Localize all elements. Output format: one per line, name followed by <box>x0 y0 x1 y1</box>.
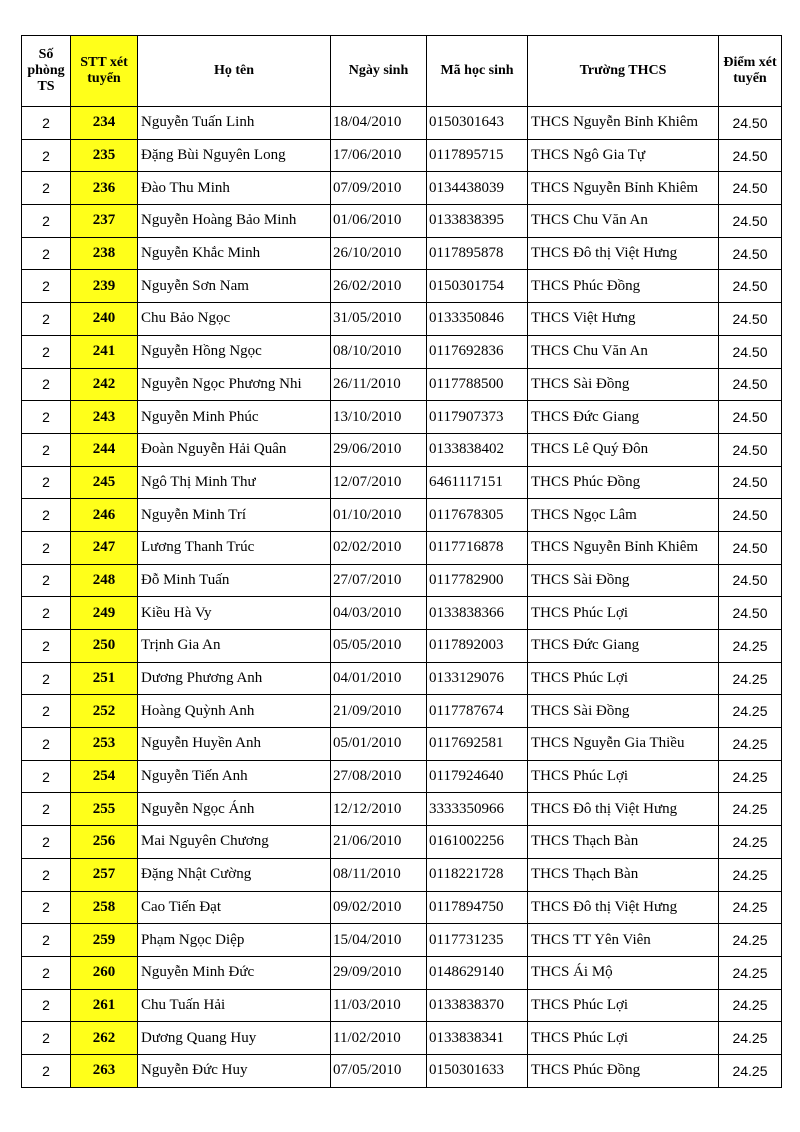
cell-ho-ten: Nguyễn Sơn Nam <box>138 270 331 303</box>
cell-ma-hoc-sinh: 0150301643 <box>427 107 528 140</box>
cell-truong: THCS Chu Văn An <box>528 335 719 368</box>
table-row <box>22 303 782 336</box>
table-row <box>22 172 782 205</box>
cell-phong: 2 <box>22 989 71 1022</box>
cell-truong: THCS Thạch Bàn <box>528 858 719 891</box>
cell-phong: 2 <box>22 924 71 957</box>
cell-ngay-sinh: 04/01/2010 <box>331 662 427 695</box>
cell-truong: THCS Đô thị Việt Hưng <box>528 793 719 826</box>
cell-phong: 2 <box>22 499 71 532</box>
cell-ma-hoc-sinh: 0133129076 <box>427 662 528 695</box>
cell-truong: THCS Sài Đồng <box>528 695 719 728</box>
cell-ma-hoc-sinh: 0117924640 <box>427 760 528 793</box>
cell-stt: 245 <box>71 466 138 499</box>
table-row <box>22 956 782 989</box>
cell-diem: 24.25 <box>719 891 782 924</box>
table-row <box>22 466 782 499</box>
cell-ho-ten: Nguyễn Minh Đức <box>138 956 331 989</box>
cell-ho-ten: Nguyễn Hồng Ngọc <box>138 335 331 368</box>
cell-truong: THCS Phúc Lợi <box>528 1022 719 1055</box>
cell-ho-ten: Hoàng Quỳnh Anh <box>138 695 331 728</box>
cell-ngay-sinh: 17/06/2010 <box>331 139 427 172</box>
table-body <box>22 107 782 1088</box>
cell-stt: 249 <box>71 597 138 630</box>
cell-truong: THCS TT Yên Viên <box>528 924 719 957</box>
cell-phong: 2 <box>22 335 71 368</box>
table-row <box>22 368 782 401</box>
cell-truong: THCS Phúc Đồng <box>528 1054 719 1087</box>
cell-diem: 24.50 <box>719 433 782 466</box>
cell-diem: 24.25 <box>719 1054 782 1087</box>
cell-ngay-sinh: 01/10/2010 <box>331 499 427 532</box>
cell-ngay-sinh: 11/02/2010 <box>331 1022 427 1055</box>
table-row <box>22 826 782 859</box>
cell-phong: 2 <box>22 172 71 205</box>
cell-ma-hoc-sinh: 0133838395 <box>427 205 528 238</box>
header-diem: Điểm xét tuyển <box>719 36 782 107</box>
cell-ma-hoc-sinh: 0133838366 <box>427 597 528 630</box>
cell-diem: 24.50 <box>719 139 782 172</box>
cell-ma-hoc-sinh: 0148629140 <box>427 956 528 989</box>
cell-phong: 2 <box>22 237 71 270</box>
cell-ngay-sinh: 07/09/2010 <box>331 172 427 205</box>
cell-ho-ten: Nguyễn Ngọc Phương Nhi <box>138 368 331 401</box>
cell-truong: THCS Chu Văn An <box>528 205 719 238</box>
cell-diem: 24.25 <box>719 858 782 891</box>
cell-phong: 2 <box>22 728 71 761</box>
cell-ngay-sinh: 21/09/2010 <box>331 695 427 728</box>
cell-ho-ten: Nguyễn Tuấn Linh <box>138 107 331 140</box>
cell-diem: 24.25 <box>719 956 782 989</box>
cell-truong: THCS Ngọc Lâm <box>528 499 719 532</box>
cell-ngay-sinh: 26/02/2010 <box>331 270 427 303</box>
cell-truong: THCS Phúc Đồng <box>528 466 719 499</box>
cell-ngay-sinh: 07/05/2010 <box>331 1054 427 1087</box>
cell-ngay-sinh: 01/06/2010 <box>331 205 427 238</box>
header-ngay-sinh: Ngày sinh <box>331 36 427 107</box>
cell-ma-hoc-sinh: 3333350966 <box>427 793 528 826</box>
cell-diem: 24.25 <box>719 924 782 957</box>
cell-diem: 24.50 <box>719 107 782 140</box>
cell-stt: 258 <box>71 891 138 924</box>
cell-ho-ten: Nguyễn Ngọc Ánh <box>138 793 331 826</box>
cell-ma-hoc-sinh: 0117895715 <box>427 139 528 172</box>
cell-ho-ten: Nguyễn Đức Huy <box>138 1054 331 1087</box>
cell-truong: THCS Đức Giang <box>528 630 719 663</box>
results-table <box>21 35 782 1088</box>
cell-ho-ten: Nguyễn Khắc Minh <box>138 237 331 270</box>
cell-stt: 263 <box>71 1054 138 1087</box>
cell-truong: THCS Nguyễn Bỉnh Khiêm <box>528 107 719 140</box>
cell-ngay-sinh: 09/02/2010 <box>331 891 427 924</box>
cell-ngay-sinh: 15/04/2010 <box>331 924 427 957</box>
cell-diem: 24.25 <box>719 760 782 793</box>
cell-ngay-sinh: 21/06/2010 <box>331 826 427 859</box>
cell-phong: 2 <box>22 891 71 924</box>
table-row <box>22 237 782 270</box>
cell-ho-ten: Cao Tiến Đạt <box>138 891 331 924</box>
table-row <box>22 433 782 466</box>
cell-stt: 247 <box>71 531 138 564</box>
cell-phong: 2 <box>22 858 71 891</box>
cell-ngay-sinh: 29/09/2010 <box>331 956 427 989</box>
table-row <box>22 597 782 630</box>
cell-ma-hoc-sinh: 0117895878 <box>427 237 528 270</box>
cell-ho-ten: Dương Phương Anh <box>138 662 331 695</box>
cell-phong: 2 <box>22 630 71 663</box>
table-row <box>22 107 782 140</box>
cell-diem: 24.50 <box>719 401 782 434</box>
cell-ho-ten: Trịnh Gia An <box>138 630 331 663</box>
cell-stt: 251 <box>71 662 138 695</box>
cell-ma-hoc-sinh: 6461117151 <box>427 466 528 499</box>
cell-truong: THCS Nguyễn Bỉnh Khiêm <box>528 531 719 564</box>
cell-stt: 250 <box>71 630 138 663</box>
cell-diem: 24.50 <box>719 335 782 368</box>
cell-diem: 24.25 <box>719 695 782 728</box>
table-row <box>22 793 782 826</box>
cell-phong: 2 <box>22 270 71 303</box>
cell-ngay-sinh: 13/10/2010 <box>331 401 427 434</box>
cell-ho-ten: Kiều Hà Vy <box>138 597 331 630</box>
cell-ho-ten: Mai Nguyên Chương <box>138 826 331 859</box>
cell-stt: 261 <box>71 989 138 1022</box>
cell-ngay-sinh: 08/11/2010 <box>331 858 427 891</box>
cell-ma-hoc-sinh: 0117787674 <box>427 695 528 728</box>
table-row <box>22 989 782 1022</box>
cell-ma-hoc-sinh: 0133838341 <box>427 1022 528 1055</box>
cell-ngay-sinh: 18/04/2010 <box>331 107 427 140</box>
cell-diem: 24.50 <box>719 564 782 597</box>
cell-phong: 2 <box>22 303 71 336</box>
cell-truong: THCS Lê Quý Đôn <box>528 433 719 466</box>
cell-phong: 2 <box>22 662 71 695</box>
cell-ho-ten: Nguyễn Hoàng Bảo Minh <box>138 205 331 238</box>
cell-truong: THCS Ngô Gia Tự <box>528 139 719 172</box>
cell-ho-ten: Ngô Thị Minh Thư <box>138 466 331 499</box>
cell-ngay-sinh: 02/02/2010 <box>331 531 427 564</box>
table-row <box>22 531 782 564</box>
cell-diem: 24.25 <box>719 1022 782 1055</box>
cell-stt: 254 <box>71 760 138 793</box>
cell-stt: 259 <box>71 924 138 957</box>
table-row <box>22 662 782 695</box>
table-row <box>22 728 782 761</box>
header-row <box>22 36 782 107</box>
document-page <box>21 35 782 1088</box>
cell-ma-hoc-sinh: 0117782900 <box>427 564 528 597</box>
cell-ma-hoc-sinh: 0150301754 <box>427 270 528 303</box>
cell-phong: 2 <box>22 466 71 499</box>
cell-ma-hoc-sinh: 0161002256 <box>427 826 528 859</box>
table-row <box>22 891 782 924</box>
cell-ma-hoc-sinh: 0118221728 <box>427 858 528 891</box>
cell-ma-hoc-sinh: 0150301633 <box>427 1054 528 1087</box>
cell-phong: 2 <box>22 956 71 989</box>
cell-ngay-sinh: 05/05/2010 <box>331 630 427 663</box>
cell-ma-hoc-sinh: 0117692581 <box>427 728 528 761</box>
cell-diem: 24.50 <box>719 368 782 401</box>
cell-diem: 24.25 <box>719 630 782 663</box>
cell-truong: THCS Đức Giang <box>528 401 719 434</box>
cell-diem: 24.25 <box>719 662 782 695</box>
cell-truong: THCS Phúc Đồng <box>528 270 719 303</box>
cell-ngay-sinh: 31/05/2010 <box>331 303 427 336</box>
cell-ho-ten: Đào Thu Minh <box>138 172 331 205</box>
header-ho-ten: Họ tên <box>138 36 331 107</box>
table-row <box>22 564 782 597</box>
cell-phong: 2 <box>22 760 71 793</box>
cell-ho-ten: Lương Thanh Trúc <box>138 531 331 564</box>
cell-stt: 246 <box>71 499 138 532</box>
cell-truong: THCS Phúc Lợi <box>528 662 719 695</box>
cell-ngay-sinh: 11/03/2010 <box>331 989 427 1022</box>
cell-ho-ten: Đặng Bùi Nguyên Long <box>138 139 331 172</box>
cell-phong: 2 <box>22 695 71 728</box>
cell-phong: 2 <box>22 107 71 140</box>
cell-truong: THCS Đô thị Việt Hưng <box>528 237 719 270</box>
cell-truong: THCS Đô thị Việt Hưng <box>528 891 719 924</box>
cell-ma-hoc-sinh: 0117678305 <box>427 499 528 532</box>
cell-ma-hoc-sinh: 0133838402 <box>427 433 528 466</box>
cell-diem: 24.50 <box>719 499 782 532</box>
cell-stt: 253 <box>71 728 138 761</box>
cell-ma-hoc-sinh: 0117731235 <box>427 924 528 957</box>
cell-truong: THCS Phúc Lợi <box>528 760 719 793</box>
cell-ngay-sinh: 12/12/2010 <box>331 793 427 826</box>
cell-stt: 239 <box>71 270 138 303</box>
cell-diem: 24.50 <box>719 466 782 499</box>
cell-ma-hoc-sinh: 0117892003 <box>427 630 528 663</box>
cell-diem: 24.25 <box>719 989 782 1022</box>
cell-ngay-sinh: 04/03/2010 <box>331 597 427 630</box>
table-row <box>22 139 782 172</box>
cell-diem: 24.25 <box>719 826 782 859</box>
cell-stt: 248 <box>71 564 138 597</box>
cell-diem: 24.25 <box>719 793 782 826</box>
cell-phong: 2 <box>22 205 71 238</box>
cell-ngay-sinh: 12/07/2010 <box>331 466 427 499</box>
cell-ma-hoc-sinh: 0117716878 <box>427 531 528 564</box>
table-row <box>22 499 782 532</box>
header-phong: Số phòng TS <box>22 36 71 107</box>
cell-ho-ten: Chu Bảo Ngọc <box>138 303 331 336</box>
cell-stt: 260 <box>71 956 138 989</box>
header-truong: Trường THCS <box>528 36 719 107</box>
cell-diem: 24.50 <box>719 270 782 303</box>
cell-phong: 2 <box>22 1054 71 1087</box>
cell-ho-ten: Chu Tuấn Hải <box>138 989 331 1022</box>
cell-phong: 2 <box>22 531 71 564</box>
table-row <box>22 335 782 368</box>
cell-ngay-sinh: 05/01/2010 <box>331 728 427 761</box>
cell-ho-ten: Dương Quang Huy <box>138 1022 331 1055</box>
cell-ngay-sinh: 26/11/2010 <box>331 368 427 401</box>
cell-ho-ten: Nguyễn Minh Phúc <box>138 401 331 434</box>
table-row <box>22 401 782 434</box>
cell-ho-ten: Đỗ Minh Tuấn <box>138 564 331 597</box>
cell-phong: 2 <box>22 793 71 826</box>
cell-phong: 2 <box>22 433 71 466</box>
cell-stt: 235 <box>71 139 138 172</box>
cell-truong: THCS Sài Đồng <box>528 564 719 597</box>
cell-ngay-sinh: 26/10/2010 <box>331 237 427 270</box>
cell-ngay-sinh: 27/08/2010 <box>331 760 427 793</box>
table-row <box>22 858 782 891</box>
cell-stt: 256 <box>71 826 138 859</box>
table-row <box>22 1022 782 1055</box>
table-row <box>22 695 782 728</box>
cell-truong: THCS Phúc Lợi <box>528 597 719 630</box>
table-row <box>22 924 782 957</box>
cell-diem: 24.50 <box>719 237 782 270</box>
cell-phong: 2 <box>22 1022 71 1055</box>
cell-stt: 242 <box>71 368 138 401</box>
cell-phong: 2 <box>22 368 71 401</box>
table-row <box>22 630 782 663</box>
cell-truong: THCS Việt Hưng <box>528 303 719 336</box>
cell-diem: 24.50 <box>719 531 782 564</box>
cell-ngay-sinh: 08/10/2010 <box>331 335 427 368</box>
table-row <box>22 270 782 303</box>
table-row <box>22 760 782 793</box>
cell-diem: 24.25 <box>719 728 782 761</box>
header-ma-hoc-sinh: Mã học sinh <box>427 36 528 107</box>
cell-stt: 262 <box>71 1022 138 1055</box>
table-row <box>22 205 782 238</box>
cell-ngay-sinh: 27/07/2010 <box>331 564 427 597</box>
cell-stt: 255 <box>71 793 138 826</box>
cell-truong: THCS Ái Mộ <box>528 956 719 989</box>
cell-truong: THCS Phúc Lợi <box>528 989 719 1022</box>
cell-ngay-sinh: 29/06/2010 <box>331 433 427 466</box>
cell-truong: THCS Nguyễn Bỉnh Khiêm <box>528 172 719 205</box>
cell-ma-hoc-sinh: 0134438039 <box>427 172 528 205</box>
header-stt: STT xét tuyển <box>71 36 138 107</box>
cell-truong: THCS Nguyễn Gia Thiều <box>528 728 719 761</box>
cell-stt: 240 <box>71 303 138 336</box>
cell-ho-ten: Đoàn Nguyễn Hải Quân <box>138 433 331 466</box>
cell-stt: 243 <box>71 401 138 434</box>
cell-phong: 2 <box>22 564 71 597</box>
cell-ho-ten: Đặng Nhật Cường <box>138 858 331 891</box>
cell-diem: 24.50 <box>719 303 782 336</box>
table-header <box>22 36 782 107</box>
cell-stt: 238 <box>71 237 138 270</box>
cell-ma-hoc-sinh: 0117692836 <box>427 335 528 368</box>
cell-ma-hoc-sinh: 0133838370 <box>427 989 528 1022</box>
cell-diem: 24.50 <box>719 172 782 205</box>
cell-stt: 252 <box>71 695 138 728</box>
cell-stt: 234 <box>71 107 138 140</box>
cell-ma-hoc-sinh: 0117894750 <box>427 891 528 924</box>
cell-phong: 2 <box>22 401 71 434</box>
cell-ho-ten: Nguyễn Minh Trí <box>138 499 331 532</box>
cell-phong: 2 <box>22 826 71 859</box>
cell-truong: THCS Thạch Bàn <box>528 826 719 859</box>
cell-ma-hoc-sinh: 0117788500 <box>427 368 528 401</box>
cell-ma-hoc-sinh: 0133350846 <box>427 303 528 336</box>
cell-diem: 24.50 <box>719 205 782 238</box>
cell-stt: 236 <box>71 172 138 205</box>
table-row <box>22 1054 782 1087</box>
cell-ma-hoc-sinh: 0117907373 <box>427 401 528 434</box>
cell-ho-ten: Phạm Ngọc Diệp <box>138 924 331 957</box>
cell-stt: 257 <box>71 858 138 891</box>
cell-ho-ten: Nguyễn Huyền Anh <box>138 728 331 761</box>
cell-stt: 244 <box>71 433 138 466</box>
cell-ho-ten: Nguyễn Tiến Anh <box>138 760 331 793</box>
cell-stt: 241 <box>71 335 138 368</box>
cell-diem: 24.50 <box>719 597 782 630</box>
cell-phong: 2 <box>22 139 71 172</box>
cell-truong: THCS Sài Đồng <box>528 368 719 401</box>
cell-phong: 2 <box>22 597 71 630</box>
cell-stt: 237 <box>71 205 138 238</box>
